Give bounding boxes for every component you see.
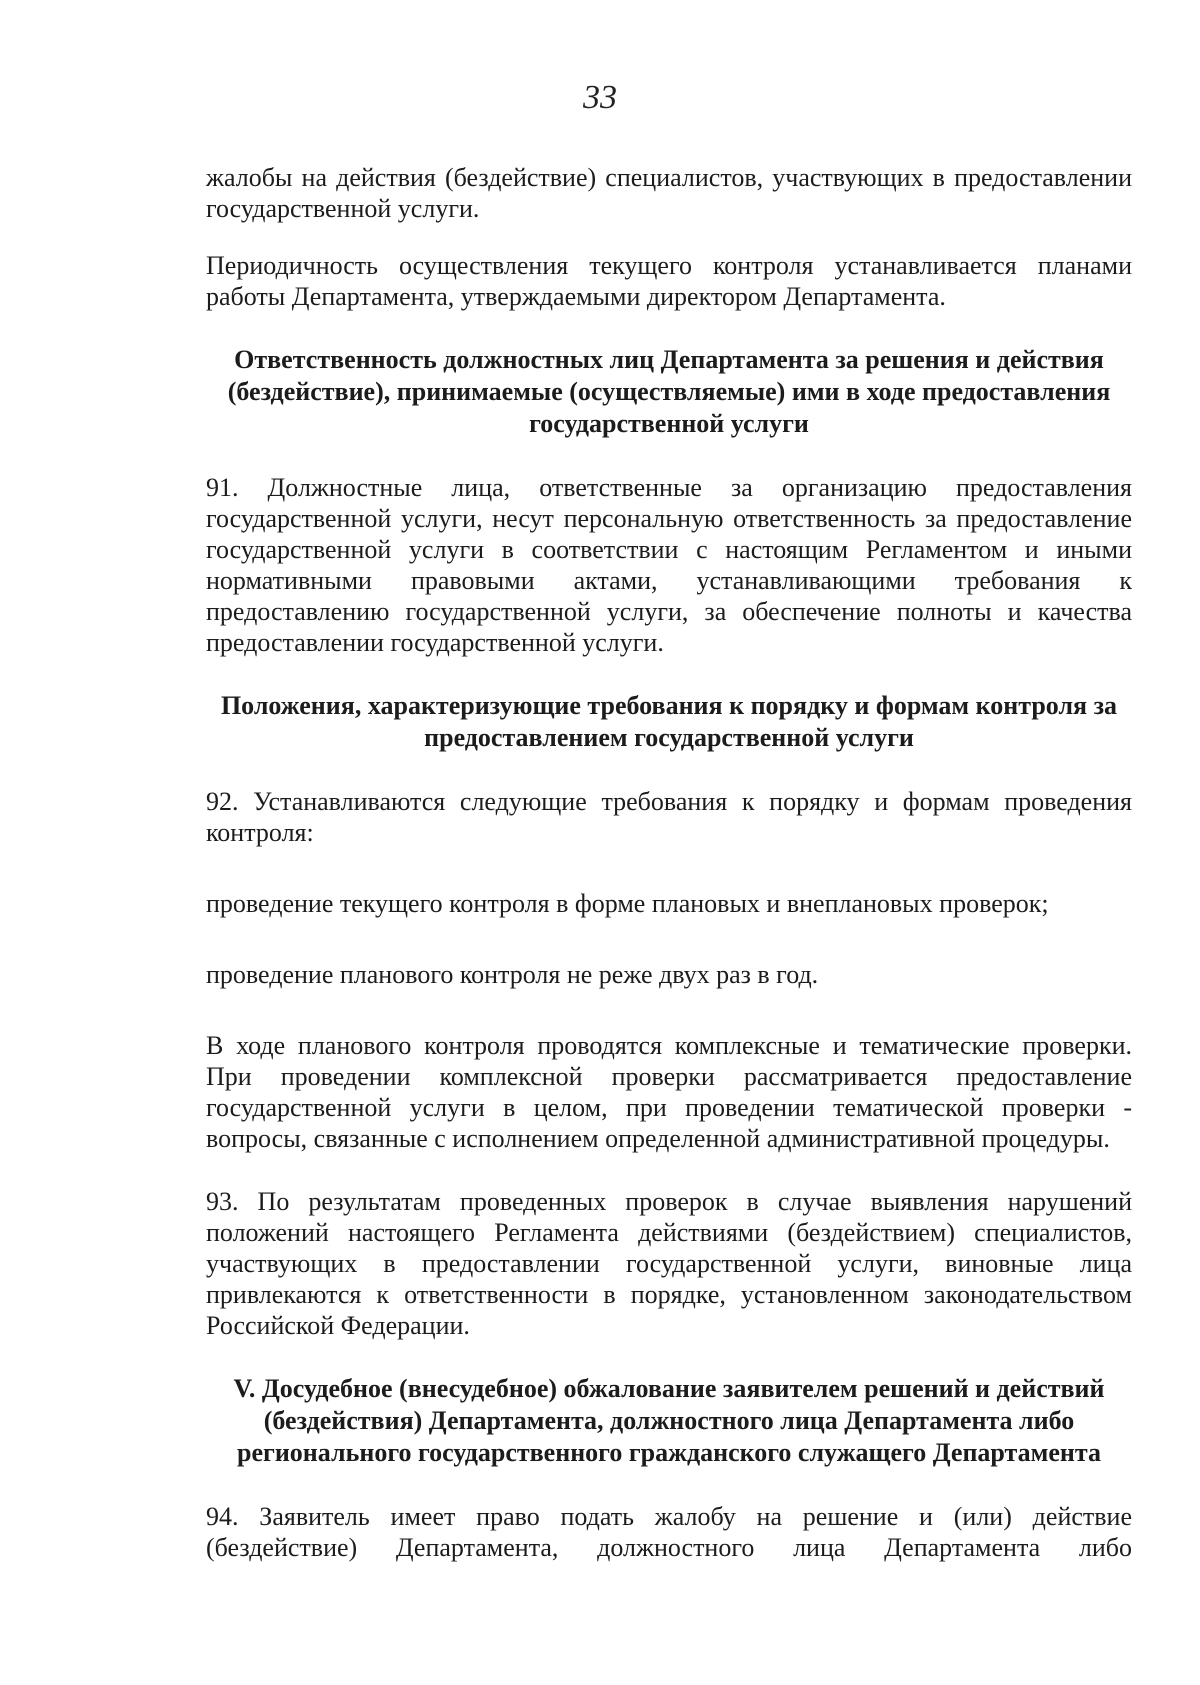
paragraph-94: 94. Заявитель имеет право подать жалобу на решение и (или) действие (бездействие) Департамента, должностного лица Департамента либо <box>206 1502 1132 1562</box>
paragraph-92: 92. Устанавливаются следующие требования к порядку и формам проведения контроля: <box>206 787 1132 847</box>
paragraph-periodicity: Периодичность осуществления текущего контроля устанавливается планами работы Департамента, утверждаемыми директором Департамента. <box>206 251 1132 311</box>
paragraph-91: 91. Должностные лица, ответственные за организацию предоставления государственной услуги, несут персональную ответственность за предоставление государственной услуги в соответствии с настоящим Регламентом и иными нормативными правовыми актами, устанавливающими требования к предоставлению государственной услуги, за обеспечение полноты и качества предоставлении государственной услуги. <box>206 473 1132 657</box>
document-body <box>206 162 1132 1563</box>
paragraph-inspections: В ходе планового контроля проводятся комплексные и тематические проверки. При проведении комплексной проверки рассматривается предоставление государственной услуги в целом, при проведении тематической проверки - вопросы, связанные с исполнением определенной административной процедуры. <box>206 1031 1132 1153</box>
page-number: 33 <box>583 79 617 116</box>
paragraph-current-control: проведение текущего контроля в форме плановых и внеплановых проверок; <box>206 889 1049 918</box>
heading-requirements: Положения, характеризующие требования к порядку и формам контроля за предоставлением государственной услуги <box>220 691 1118 752</box>
paragraph-93: 93. По результатам проведенных проверок в случае выявления нарушений положений настоящего Регламента действиями (бездействием) специалистов, участвующих в предоставлении государственной услуги, виновные лица привлекаются к ответственности в порядке, установленном законодательством Российской Федерации. <box>206 1187 1132 1340</box>
paragraph-planned-control: проведение планового контроля не реже двух раз в год. <box>206 960 819 989</box>
paragraph-intro: жалобы на действия (бездействие) специалистов, участвующих в предоставлении государственной услуги. <box>206 163 1132 223</box>
heading-responsibility: Ответственность должностных лиц Департамента за решения и действия (бездействие), принимаемые (осуществляемые) ими в ходе предоставления государственной услуги <box>227 345 1111 438</box>
heading-section-v: V. Досудебное (внесудебное) обжалование заявителем решений и действий (бездействия) Департамента, должностного лица Департамента либо регионального государственного гражданского служащего Департамента <box>233 1374 1105 1467</box>
